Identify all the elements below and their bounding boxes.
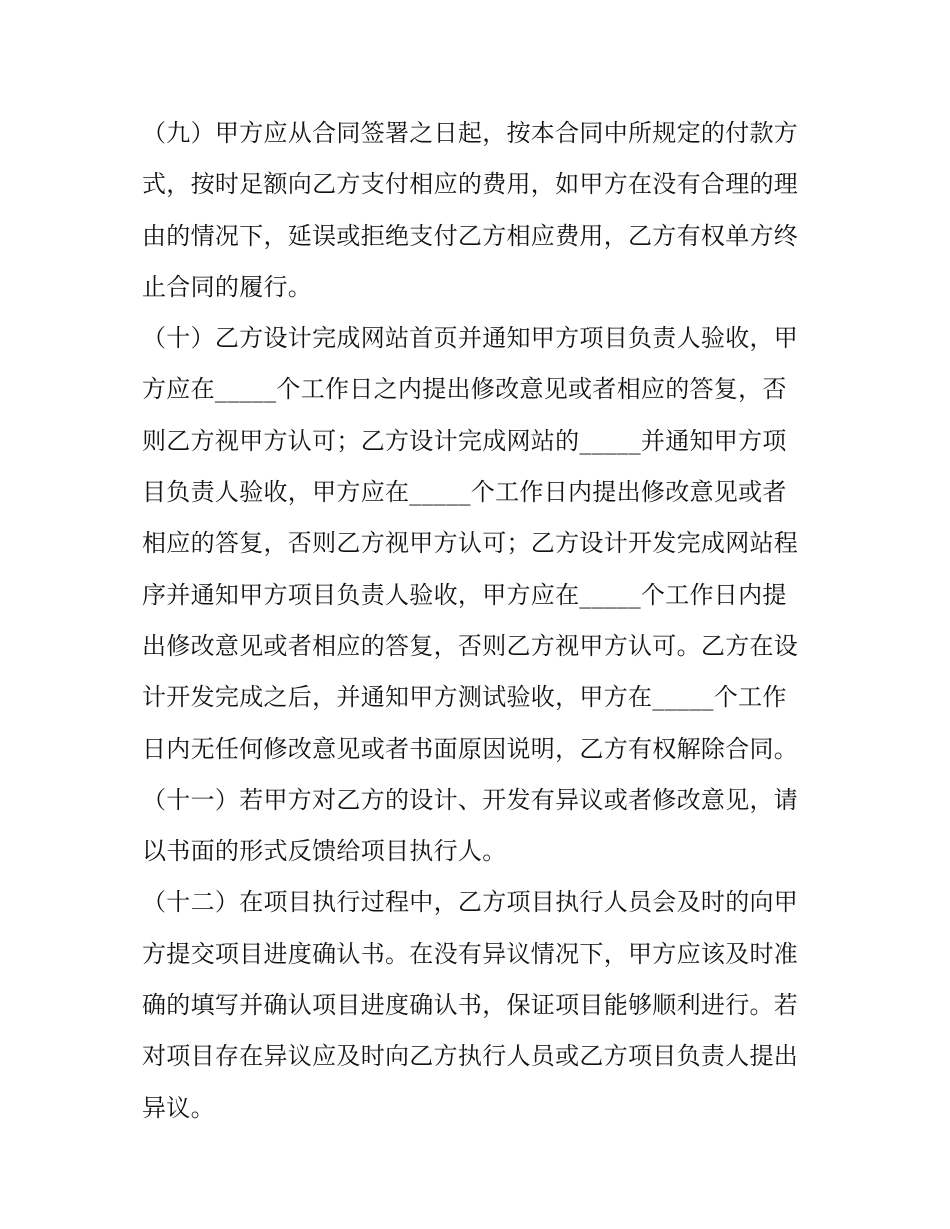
paragraph-clause-10 [142, 313, 814, 775]
text-line: 则乙方视甲方认可；乙方设计完成网站的_____并通知甲方项 [142, 426, 787, 455]
text-line: （十二）在项目执行过程中，乙方项目执行人员会及时的向甲 [142, 888, 799, 917]
text-line: 由的情况下，延误或拒绝支付乙方相应费用，乙方有权单方终 [142, 221, 799, 250]
document-body [142, 108, 814, 1134]
paragraph-clause-12 [142, 877, 814, 1133]
text-line: 日内无任何修改意见或者书面原因说明，乙方有权解除合同。 [142, 734, 799, 763]
text-line: 出修改意见或者相应的答复，否则乙方视甲方认可。乙方在设 [142, 631, 799, 660]
text-line: 相应的答复，否则乙方视甲方认可；乙方设计开发完成网站程 [142, 529, 799, 558]
text-line: 异议。 [142, 1093, 215, 1122]
text-line: 对项目存在异议应及时向乙方执行人员或乙方项目负责人提出 [142, 1042, 799, 1071]
text-line: 方应在_____个工作日之内提出修改意见或者相应的答复，否 [142, 375, 787, 404]
text-line: 计开发完成之后，并通知甲方测试验收，甲方在_____个工作 [142, 683, 787, 712]
text-line: 以书面的形式反馈给项目执行人。 [142, 837, 507, 866]
text-line: 式，按时足额向乙方支付相应的费用，如甲方在没有合理的理 [142, 170, 799, 199]
text-line: （十一）若甲方对乙方的设计、开发有异议或者修改意见，请 [142, 785, 799, 814]
text-line: 方提交项目进度确认书。在没有异议情况下，甲方应该及时准 [142, 939, 799, 968]
text-line: 序并通知甲方项目负责人验收，甲方应在_____个工作日内提 [142, 580, 787, 609]
paragraph-clause-11 [142, 775, 814, 878]
text-line: （十）乙方设计完成网站首页并通知甲方项目负责人验收，甲 [142, 324, 799, 353]
text-line: 确的填写并确认项目进度确认书，保证项目能够顺利进行。若 [142, 991, 799, 1020]
paragraph-clause-9 [142, 108, 814, 313]
text-line: 目负责人验收，甲方应在_____个工作日内提出修改意见或者 [142, 478, 787, 507]
text-line: 止合同的履行。 [142, 272, 313, 301]
text-line: （九）甲方应从合同签署之日起，按本合同中所规定的付款方 [142, 119, 799, 147]
